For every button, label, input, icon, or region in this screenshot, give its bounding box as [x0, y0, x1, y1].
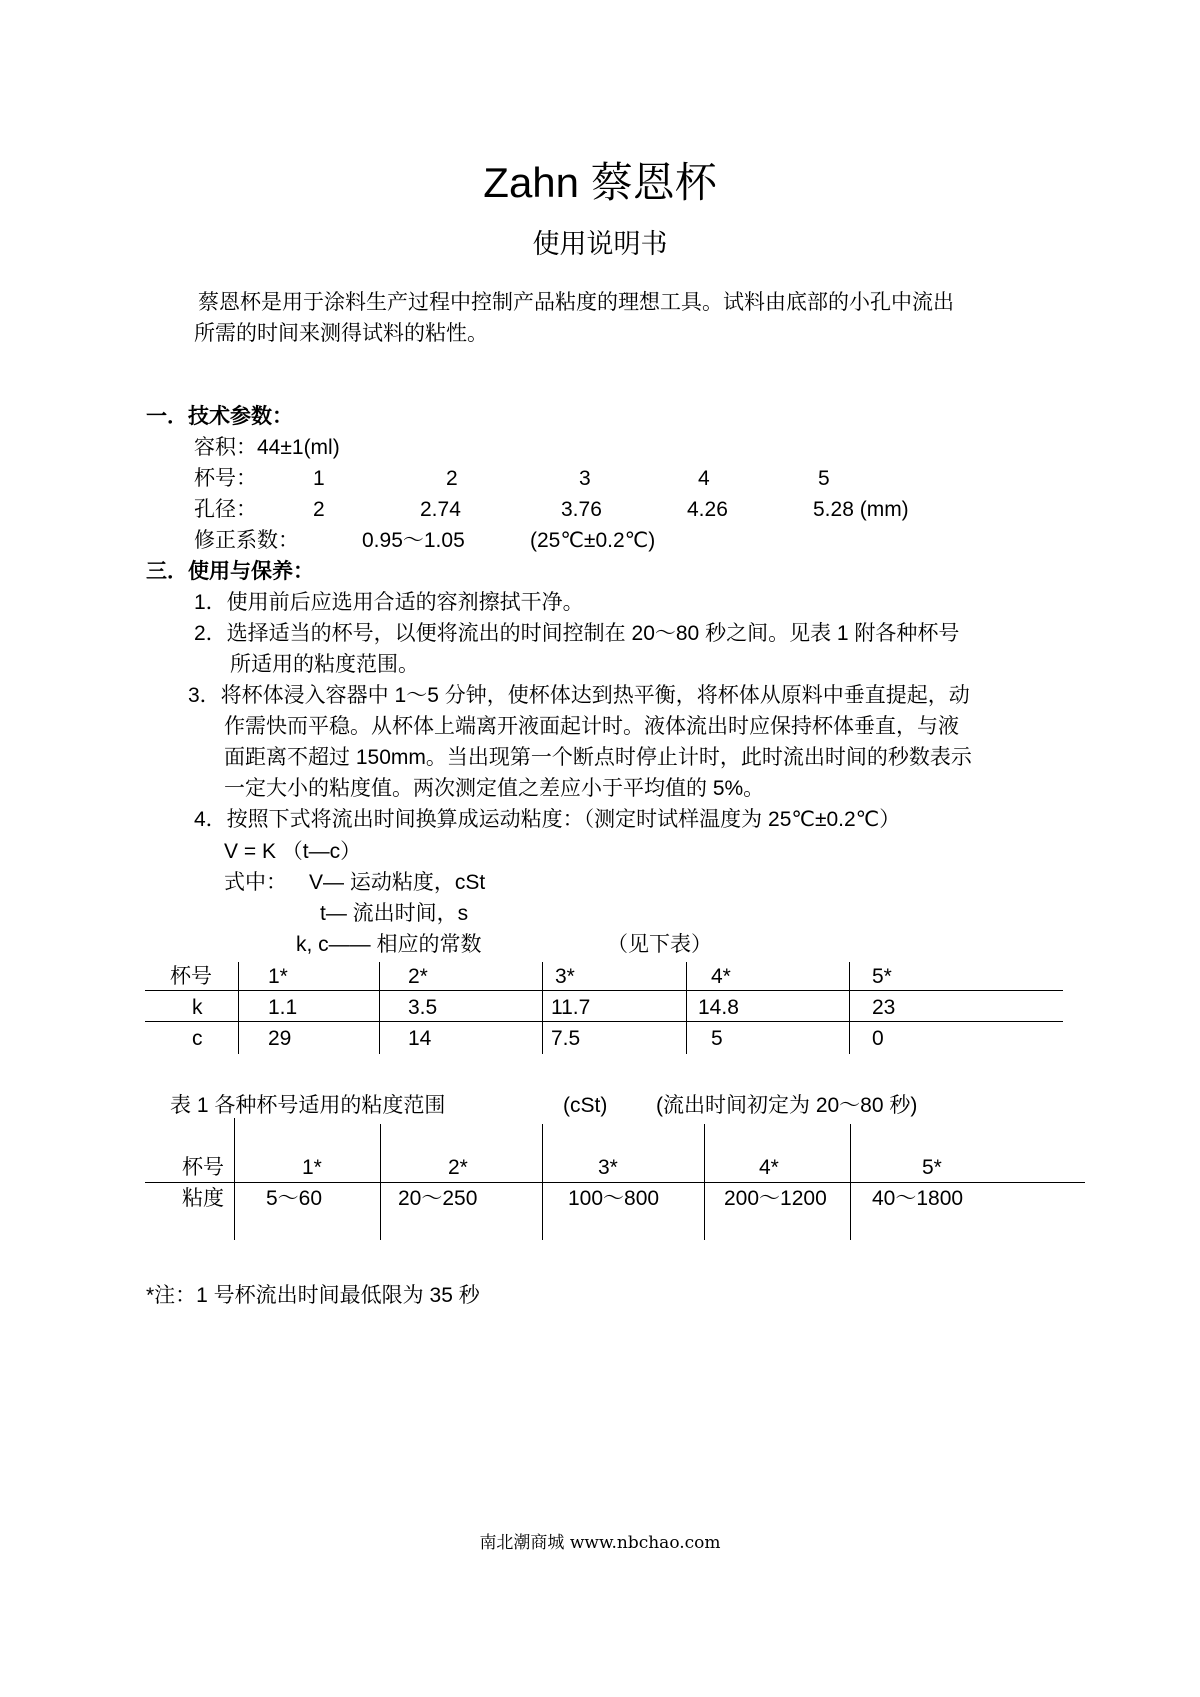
constants-k-4: 14.8: [698, 996, 739, 1019]
hole-diameter-2: 2.74: [420, 498, 461, 521]
formula-where-label: 式中：: [224, 871, 287, 894]
constants-header-cup: 杯号: [170, 965, 212, 988]
constants-k-3: 11.7: [551, 996, 591, 1019]
constants-header-2: 2*: [408, 965, 428, 988]
table1-header-5: 5*: [922, 1156, 942, 1179]
constants-c-1: 29: [268, 1027, 292, 1050]
table1-header-2: 2*: [448, 1156, 468, 1179]
footnote: *注：1 号杯流出时间最低限为 35 秒: [146, 1284, 480, 1307]
cup-number-label: 杯号：: [194, 467, 257, 490]
usage-item-4: 4．按照下式将流出时间换算成运动粘度：（测定时试样温度为 25℃±0.2℃）: [194, 808, 901, 831]
table1-header-1: 1*: [302, 1156, 322, 1179]
intro-line-2: 所需的时间来测得试料的粘性。: [194, 322, 488, 345]
formula-def-kc: k, c—— 相应的常数: [296, 933, 482, 956]
page-footer: 南北潮商城 www.nbchao.com: [479, 1533, 721, 1553]
hole-diameter-label: 孔径：: [194, 498, 257, 521]
hole-diameter-4: 4.26: [687, 498, 728, 521]
table1-header-3: 3*: [598, 1156, 618, 1179]
usage-item-3-line-1: 3．将杯体浸入容器中 1～5 分钟，使杯体达到热平衡，将杯体从原料中垂直提起，动: [188, 684, 970, 707]
hole-diameter-5: 5.28 (mm): [813, 498, 909, 521]
formula-def-t: t— 流出时间，s: [320, 902, 469, 925]
hole-diameter-3: 3.76: [561, 498, 602, 521]
table1-unit: (cSt): [563, 1094, 608, 1117]
correction-factor-temp: (25℃±0.2℃): [530, 529, 656, 552]
constants-row-k-label: k: [192, 996, 203, 1019]
usage-item-3-line-3: 面距离不超过 150mm。当出现第一个断点时停止计时，此时流出时间的秒数表示: [224, 746, 972, 769]
constants-k-2: 3.5: [408, 996, 438, 1019]
cup-number-2: 2: [446, 467, 458, 490]
page-subtitle: 使用说明书: [532, 229, 668, 259]
constants-k-1: 1.1: [268, 996, 298, 1019]
constants-c-3: 7.5: [551, 1027, 581, 1050]
constants-header-3: 3*: [555, 965, 575, 988]
table1-range-5: 40～1800: [872, 1187, 964, 1210]
formula: V = K （t—c）: [224, 840, 362, 863]
table1-range-3: 100～800: [568, 1187, 660, 1210]
formula-def-v: V— 运动粘度，cSt: [309, 871, 486, 894]
page-title: Zahn 蔡恩杯: [483, 159, 717, 206]
cup-number-3: 3: [579, 467, 591, 490]
constants-header-1: 1*: [268, 965, 288, 988]
constants-row-c-label: c: [192, 1027, 203, 1050]
volume-spec: 容积：44±1(ml): [194, 436, 340, 459]
section3-heading: 三．使用与保养：: [146, 560, 314, 583]
table1-range-1: 5～60: [266, 1187, 323, 1210]
usage-item-1: 1．使用前后应选用合适的容剂擦拭干净。: [194, 591, 584, 614]
table1-range-4: 200～1200: [724, 1187, 827, 1210]
table1-range-2: 20～250: [398, 1187, 478, 1210]
usage-item-2-line-1: 2．选择适当的杯号，以便将流出的时间控制在 20～80 秒之间。见表 1 附各种杯号: [194, 622, 960, 645]
correction-factor-label: 修正系数：: [194, 529, 299, 552]
usage-item-2-line-2: 所适用的粘度范围。: [230, 653, 419, 676]
usage-item-3-line-4: 一定大小的粘度值。两次测定值之差应小于平均值的 5%。: [224, 777, 765, 800]
constants-header-5: 5*: [872, 965, 892, 988]
formula-see-table: （见下表）: [607, 933, 712, 956]
constants-k-5: 23: [872, 996, 896, 1019]
table1-note: (流出时间初定为 20～80 秒): [656, 1094, 918, 1117]
cup-number-4: 4: [698, 467, 710, 490]
constants-c-2: 14: [408, 1027, 432, 1050]
cup-number-1: 1: [313, 467, 325, 490]
table1-header-cup: 杯号: [182, 1156, 224, 1179]
constants-c-5: 0: [872, 1027, 884, 1050]
cup-number-5: 5: [818, 467, 830, 490]
table1-row-label: 粘度: [182, 1187, 224, 1210]
constants-header-4: 4*: [711, 965, 731, 988]
intro-line-1: 蔡恩杯是用于涂料生产过程中控制产品粘度的理想工具。试料由底部的小孔中流出: [198, 291, 954, 314]
usage-item-3-line-2: 作需快而平稳。从杯体上端离开液面起计时。液体流出时应保持杯体垂直，与液: [224, 715, 959, 738]
constants-c-4: 5: [711, 1027, 723, 1050]
table1-header-4: 4*: [759, 1156, 779, 1179]
table1-caption: 表 1 各种杯号适用的粘度范围: [170, 1094, 446, 1117]
hole-diameter-1: 2: [313, 498, 325, 521]
correction-factor-value: 0.95～1.05: [362, 529, 465, 552]
section1-heading: 一．技术参数：: [146, 405, 293, 428]
